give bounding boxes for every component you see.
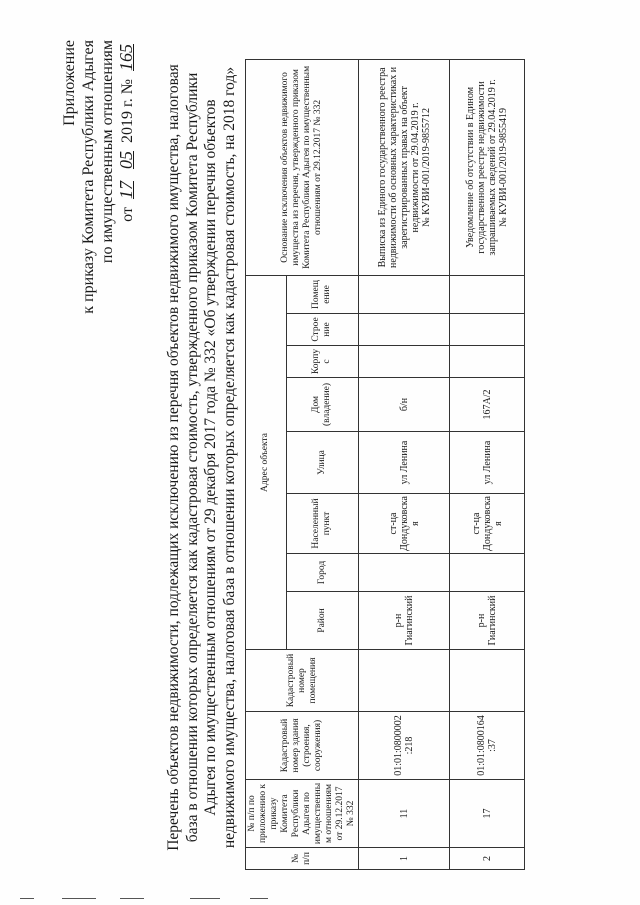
handwritten-month: 05 — [116, 151, 136, 170]
header-korpus: Корпус — [286, 346, 358, 378]
cell-house: б/н — [359, 378, 450, 432]
header-num-in-order: № п/п по приложению к приказу Комитета Республики Адыгея по имущественным отношениям от 29.12.2017 № 332 — [246, 780, 359, 848]
cell-num: 1 — [359, 848, 450, 870]
cell-num: 2 — [450, 848, 525, 870]
header-building: Строение — [286, 314, 358, 346]
document-page — [0, 10, 640, 890]
scan-mark — [120, 898, 144, 899]
header-address: Адрес объекта — [246, 275, 287, 649]
header-street: Улица — [286, 432, 358, 494]
header-cad-room: Кадастровый номер помещения — [246, 650, 359, 712]
appendix-header — [60, 40, 137, 370]
cell-basis — [359, 59, 450, 275]
cell-num-in-order: 11 — [359, 780, 450, 848]
page-title: Перечень объектов недвижимости, подлежащих исключению из перечня объектов недвижимого имущества, налоговая база в отношении которых определяется как кадастровая стоимость, утвержденного приказом Комитета Республики Адыгея по имущественным отношениям от 29 декабря 2017 года № 332 «Об утверждении перечня объектов недвижимого имущества, налоговая база в отношении которых определяется как кадастровая стоимость, на 2018 год» — [165, 64, 238, 851]
handwritten-day: 17 — [116, 181, 136, 200]
appendix-line-2: по имущественным отношениям — [99, 40, 116, 264]
header-house: Дом (владение) — [286, 378, 358, 432]
scan-mark — [20, 898, 34, 899]
appendix-line-1: к приказу Комитета Республики Адыгея — [80, 40, 97, 314]
table-row — [450, 59, 525, 869]
header-district: Район — [286, 592, 358, 650]
basis-number: № КУВИ-001/2019-9855419 — [498, 107, 509, 227]
cell-street: ул Ленина — [450, 432, 525, 494]
header-cad-building: Кадастровый номер здания (строения, сооружения) — [246, 712, 359, 780]
cell-building — [450, 314, 525, 346]
cell-korpus — [359, 346, 450, 378]
cell-room — [450, 275, 525, 313]
cell-basis — [450, 59, 525, 275]
cell-cad-building: 01:01:0800002:218 — [359, 712, 450, 780]
cell-building — [359, 314, 450, 346]
cell-district: р-н Гиагинский — [359, 592, 450, 650]
cell-korpus — [450, 346, 525, 378]
cell-settlement: ст-ца Дондуковская — [450, 494, 525, 554]
cell-cad-building: 01:01:0800164:37 — [450, 712, 525, 780]
appendix-title: Приложение — [61, 40, 78, 126]
cell-settlement: ст-ца Дондуковская — [359, 494, 450, 554]
table-header-row — [246, 59, 287, 869]
basis-number: № КУВИ-001/2019-9855712 — [420, 107, 432, 227]
basis-text: Выписка из Единого государственного реестра недвижимости об основных характеристиках и зарегистрированных правах на объект недвижимости от 29.04.2019 г. — [376, 66, 421, 268]
handwritten-order-number: 165 — [116, 44, 136, 71]
cell-cad-room — [450, 650, 525, 712]
from-label: от — [119, 207, 136, 222]
year-label: 2019 г. № — [119, 79, 136, 144]
cell-city — [359, 554, 450, 592]
header-room: Помещение — [286, 275, 358, 313]
cell-room — [359, 275, 450, 313]
scan-mark — [62, 898, 96, 899]
basis-text: Уведомление об отсутствии в Едином государственном реестре недвижимости запрашиваемых сведений от 29.04.2019 г. — [465, 79, 498, 256]
cell-num-in-order: 17 — [450, 780, 525, 848]
header-settlement: Населенный пункт — [286, 494, 358, 554]
cell-cad-room — [359, 650, 450, 712]
objects-table — [245, 59, 525, 870]
scan-mark — [190, 898, 220, 899]
scan-mark — [250, 898, 268, 899]
header-num: № п/п — [246, 848, 359, 870]
cell-city — [450, 554, 525, 592]
scan-edge-marks — [0, 893, 640, 905]
header-city: Город — [286, 554, 358, 592]
cell-house: 167А/2 — [450, 378, 525, 432]
cell-street: ул Ленина — [359, 432, 450, 494]
header-basis: Основание исключения объектов недвижимого имущества из перечня, утвержденного приказом Комитета Республики Адыгея по имущественным отношениям от 29.12.2017 № 332 — [246, 59, 359, 275]
order-date-line — [117, 40, 137, 370]
table-row — [359, 59, 450, 869]
cell-district: р-н Гиагинский — [450, 592, 525, 650]
